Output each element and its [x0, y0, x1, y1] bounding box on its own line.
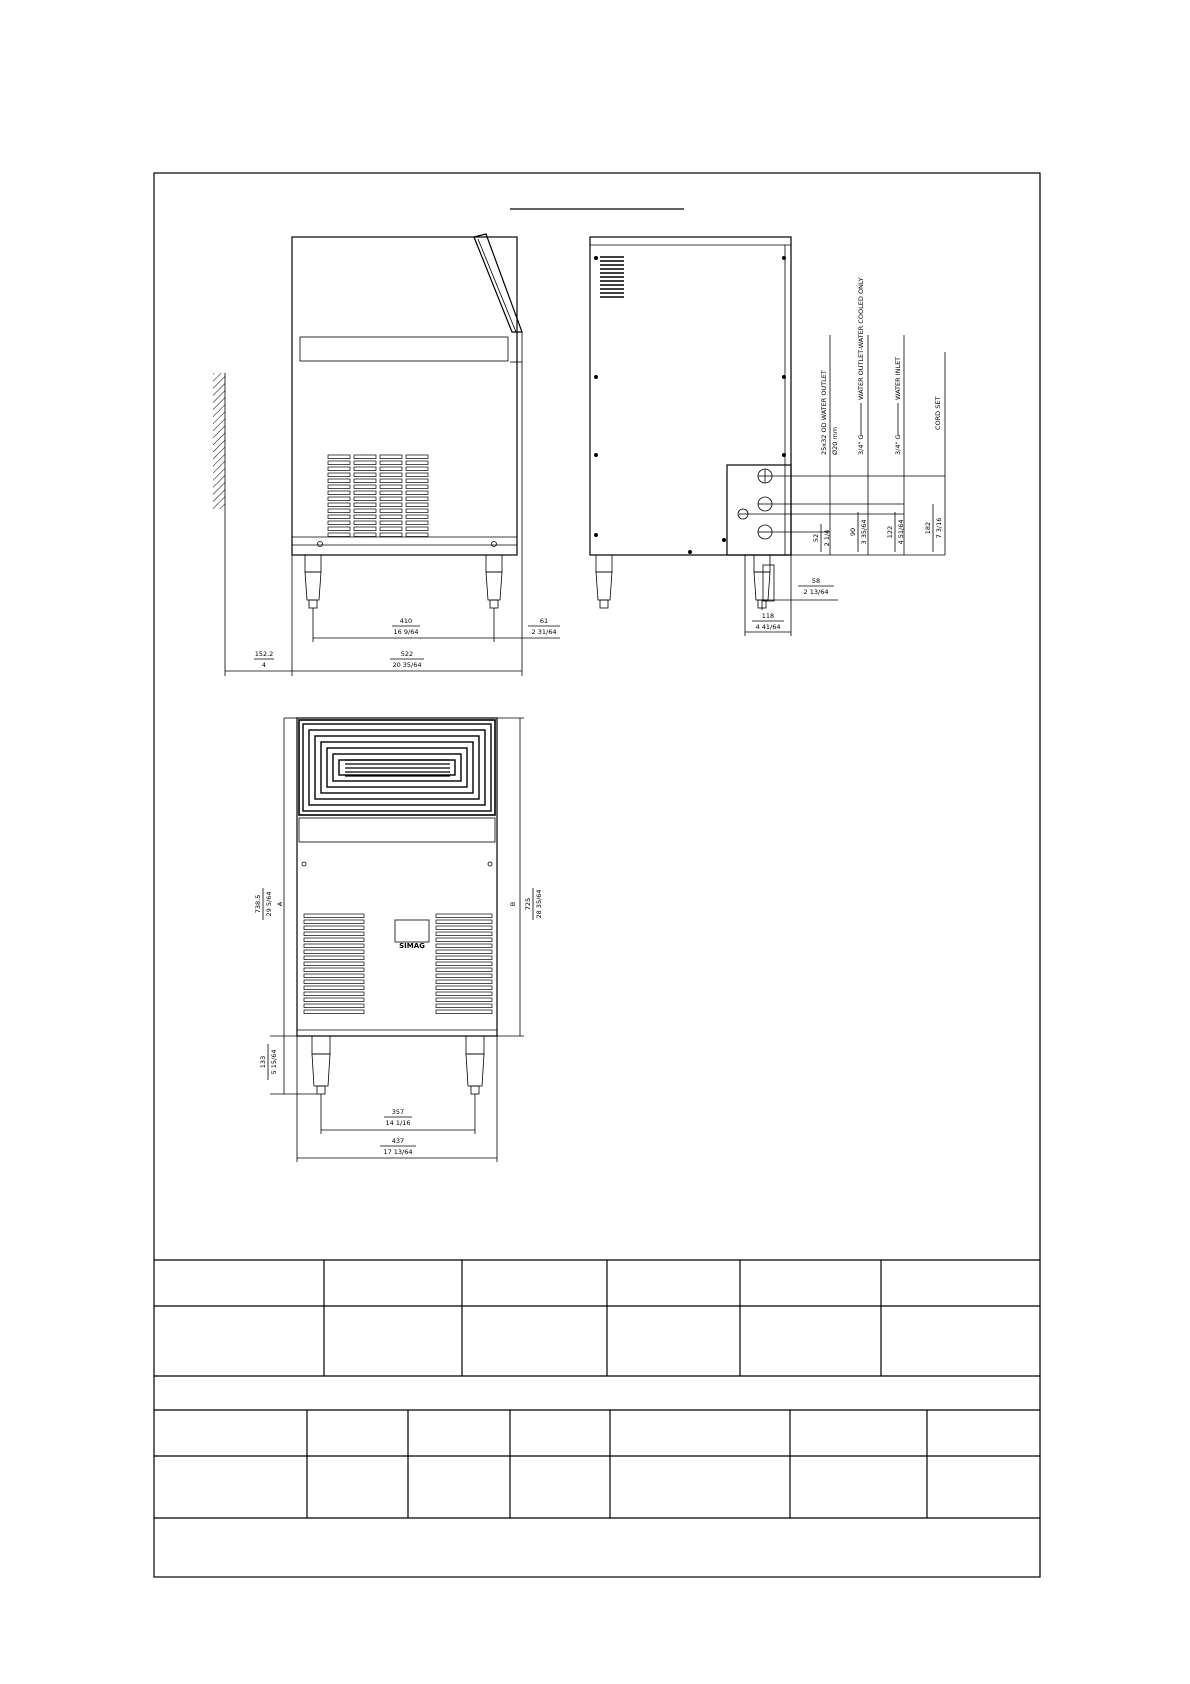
dim-front-feet: 357	[391, 1108, 405, 1116]
rear-vent	[600, 257, 624, 297]
note-outlet-cooled: WATER OUTLET-WATER COOLED ONLY	[857, 277, 865, 400]
note-water-outlet-sub: Ø20 mm	[831, 426, 839, 455]
dim-height-b: 725	[524, 897, 532, 911]
label-a: A	[276, 901, 284, 907]
connection-plate	[727, 465, 791, 555]
dim-front-width-in: 17 13/64	[383, 1148, 413, 1156]
dim-leg-height-in: 5 15/64	[270, 1049, 278, 1075]
note-water-outlet: 25x32 OD WATER OUTLET	[820, 370, 828, 455]
dim-feet-spacing-in: 16 9/64	[393, 628, 419, 636]
dim-left-total: 152.2	[254, 650, 274, 658]
dim-conn-2: 90	[849, 527, 857, 537]
front-view	[254, 718, 543, 1162]
dim-conn-3: 122	[886, 525, 894, 539]
front-badge-box	[395, 920, 429, 942]
dim-height-a-in: 29 5/64	[265, 891, 273, 917]
dim-conn-4: 182	[924, 521, 932, 535]
dim-height-b-in: 28 35/64	[535, 889, 543, 919]
dim-overall-depth: 522	[400, 650, 414, 658]
note-outlet-thread: 3/4" G	[857, 434, 865, 455]
dim-foot-off-in: 2 13/64	[803, 588, 829, 596]
dim-rear-offset-in: 2 31/64	[531, 628, 557, 636]
dim-foot-w: 118	[761, 612, 775, 620]
dim-leg-height: 133	[259, 1055, 267, 1069]
spec-table	[154, 1260, 1040, 1518]
side-lid	[474, 234, 522, 332]
front-leg-left	[312, 1036, 330, 1094]
note-inlet-thread: 3/4" G	[894, 434, 902, 455]
side-cabinet	[292, 237, 517, 555]
sheet-border	[154, 173, 1040, 1577]
side-leg-left	[305, 555, 321, 608]
dim-rear-offset: 61	[539, 617, 549, 625]
dim-foot-w-in: 4 41/64	[755, 623, 781, 631]
dim-front-feet-in: 14 1/16	[385, 1119, 411, 1127]
dim-conn-1: 52	[812, 533, 820, 543]
note-water-inlet: WATER INLET	[894, 356, 902, 400]
side-leg-right	[486, 555, 502, 608]
label-b: B	[509, 901, 517, 907]
dim-left-total-in: 4	[261, 661, 267, 669]
wall-hatch	[213, 373, 225, 509]
rear-screws	[594, 256, 786, 554]
dim-foot-off: 58	[811, 577, 821, 585]
front-louvres	[304, 914, 492, 1014]
dim-conn-4-in: 7 3/16	[935, 517, 943, 539]
dim-conn-3-in: 4 51/64	[897, 519, 905, 545]
front-badge: SIMAG	[399, 942, 425, 950]
front-leg-right	[466, 1036, 484, 1094]
side-louvres	[328, 455, 428, 537]
side-view	[213, 234, 560, 676]
rear-view	[590, 237, 945, 636]
rear-leg-left	[596, 555, 612, 608]
dim-front-width: 437	[391, 1137, 405, 1145]
dim-overall-depth-in: 20 35/64	[392, 661, 422, 669]
dim-conn-2-in: 3 35/64	[860, 519, 868, 545]
dim-feet-spacing: 410	[399, 617, 413, 625]
dim-height-a: 738.5	[254, 894, 262, 914]
front-grille-pattern	[303, 724, 491, 811]
dim-conn-1-in: 2 1/4	[823, 529, 831, 547]
note-cord-set: CORD SET	[934, 396, 942, 430]
